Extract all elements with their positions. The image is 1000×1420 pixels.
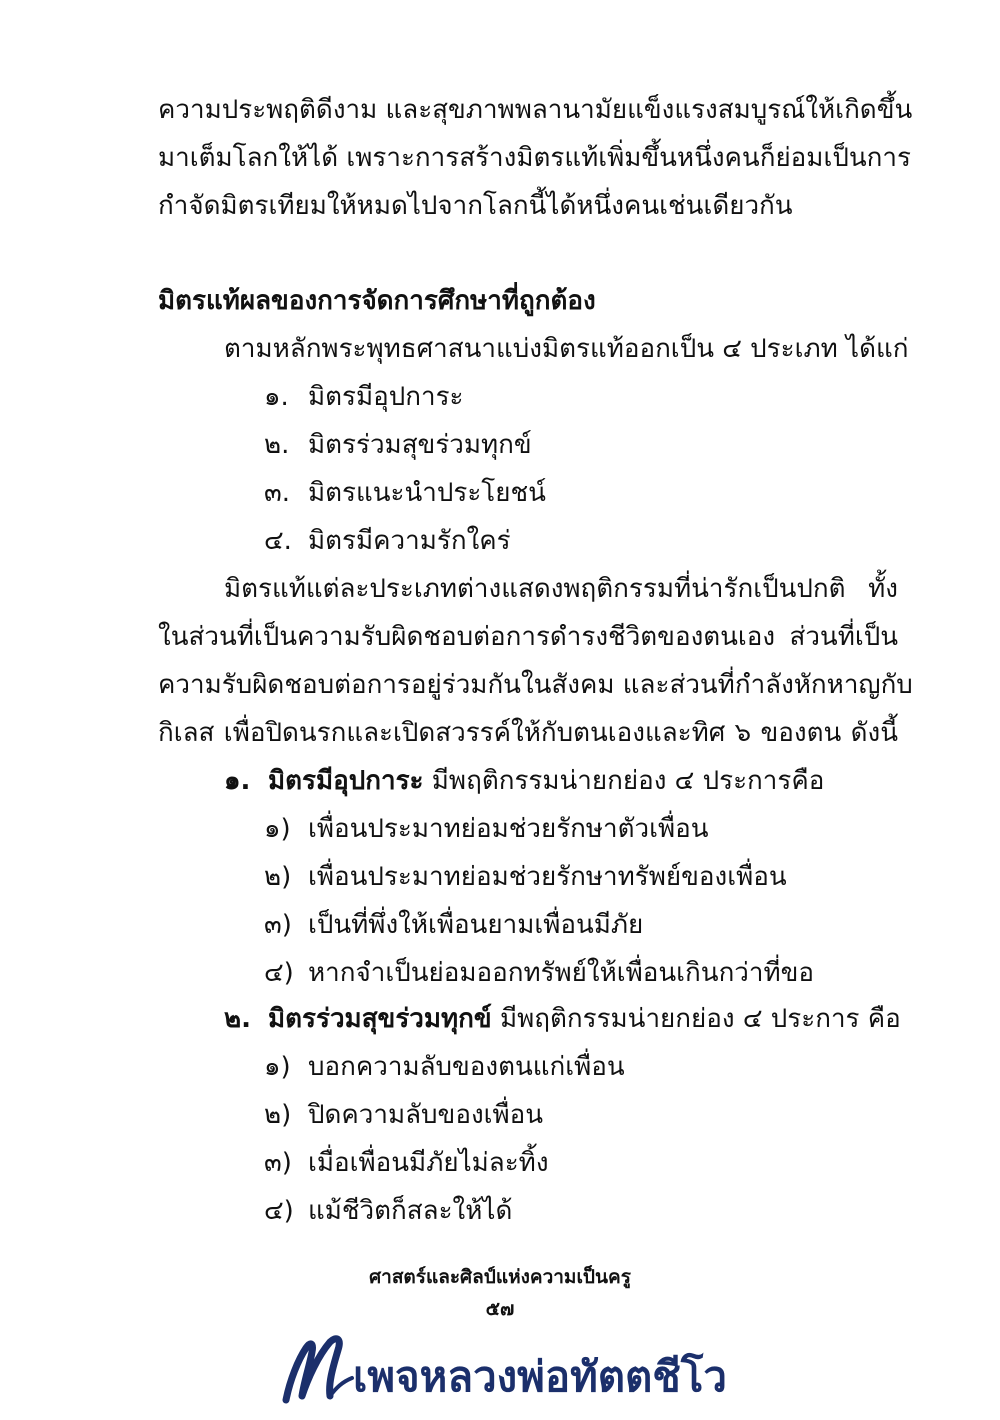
sub-list-item [264, 1146, 549, 1180]
list-number: ๓. [264, 478, 291, 508]
sub-list-number: ๒) [264, 862, 292, 892]
sub-list-item [264, 1050, 625, 1084]
paragraph-line: ความรับผิดชอบต่อการอยู่ร่วมกันในสังคม และส่วนที่กำลังหักหาญกับ [158, 670, 913, 700]
group-heading [224, 764, 824, 798]
paragraph-line: มิตรแท้แต่ละประเภทต่างแสดงพฤติกรรมที่น่ารักเป็นปกติ ทั้ง [224, 574, 898, 604]
sub-list-number: ๑) [264, 1052, 291, 1082]
sub-list-number: ๔) [264, 1196, 294, 1226]
sub-list-number: ๒) [264, 1100, 292, 1130]
paragraph-line: ในส่วนที่เป็นความรับผิดชอบต่อการดำรงชีวิตของตนเอง ส่วนที่เป็น [158, 622, 898, 652]
sub-list-text: หากจำเป็นย่อมออกทรัพย์ให้เพื่อนเกินกว่าที่ขอ [308, 958, 815, 988]
logo-text: เพจหลวงพ่อทัตตชีโว [353, 1352, 727, 1401]
group-description: มีพฤติกรรมน่ายกย่อง ๔ ประการ คือ [491, 1004, 901, 1034]
list-label: มิตรร่วมสุขร่วมทุกข์ [308, 430, 532, 460]
section-intro: ตามหลักพระพุทธศาสนาแบ่งมิตรแท้ออกเป็น ๔ ประเภท ได้แก่ [224, 334, 909, 364]
sub-list-number: ๑) [264, 814, 291, 844]
sub-list-number: ๓) [264, 910, 292, 940]
sub-list-text: บอกความลับของตนแก่เพื่อน [308, 1052, 625, 1082]
sub-list-number: ๔) [264, 958, 294, 988]
sub-list-item [264, 1098, 543, 1132]
list-item [264, 524, 511, 558]
list-number: ๒. [264, 430, 290, 460]
paragraph-line: ความประพฤติดีงาม และสุขภาพพลานามัยแข็งแรงสมบูรณ์ให้เกิดขึ้น [158, 95, 913, 125]
page-logo [280, 1330, 740, 1410]
list-item [264, 380, 464, 414]
list-label: มิตรมีความรักใคร่ [308, 526, 511, 556]
list-label: มิตรแนะนำประโยชน์ [308, 478, 546, 508]
paragraph-line: กำจัดมิตรเทียมให้หมดไปจากโลกนี้ได้หนึ่งคนเช่นเดียวกัน [158, 191, 793, 221]
sub-list-item [264, 860, 787, 894]
group-description: มีพฤติกรรมน่ายกย่อง ๔ ประการคือ [423, 766, 825, 796]
sub-list-text: แม้ชีวิตก็สละให้ได้ [308, 1196, 513, 1226]
sub-list-number: ๓) [264, 1148, 292, 1178]
group-heading [224, 1002, 901, 1036]
paragraph-line: กิเลส เพื่อปิดนรกและเปิดสวรรค์ให้กับตนเองและทิศ ๖ ของตน ดังนี้ [158, 718, 898, 748]
sub-list-text: เมื่อเพื่อนมีภัยไม่ละทิ้ง [308, 1148, 549, 1178]
list-item [264, 476, 546, 510]
page-number: ๕๗ [485, 1298, 515, 1320]
list-item [264, 428, 532, 462]
group-title: มิตรร่วมสุขร่วมทุกข์ [268, 1004, 492, 1034]
list-number: ๔. [264, 526, 292, 556]
list-number: ๑. [264, 382, 289, 412]
brush-mark-icon [280, 1330, 360, 1410]
paragraph-line: มาเต็มโลกให้ได้ เพราะการสร้างมิตรแท้เพิ่มขึ้นหนึ่งคนก็ย่อมเป็นการ [158, 143, 911, 173]
sub-list-item [264, 908, 643, 942]
sub-list-text: ปิดความลับของเพื่อน [308, 1100, 544, 1130]
sub-list-item [264, 812, 709, 846]
sub-list-text: เป็นที่พึ่งให้เพื่อนยามเพื่อนมีภัย [308, 910, 644, 940]
section-heading: มิตรแท้ผลของการจัดการศึกษาที่ถูกต้อง [158, 286, 596, 316]
list-label: มิตรมีอุปการะ [308, 382, 464, 412]
group-title: มิตรมีอุปการะ [268, 766, 424, 796]
sub-list-item [264, 956, 814, 990]
sub-list-item [264, 1194, 512, 1228]
group-number: ๑. [224, 766, 251, 796]
footer-book-title: ศาสตร์และศิลป์แห่งความเป็นครู [369, 1266, 631, 1288]
sub-list-text: เพื่อนประมาทย่อมช่วยรักษาทรัพย์ของเพื่อน [308, 862, 787, 892]
sub-list-text: เพื่อนประมาทย่อมช่วยรักษาตัวเพื่อน [308, 814, 709, 844]
group-number: ๒. [224, 1004, 252, 1034]
